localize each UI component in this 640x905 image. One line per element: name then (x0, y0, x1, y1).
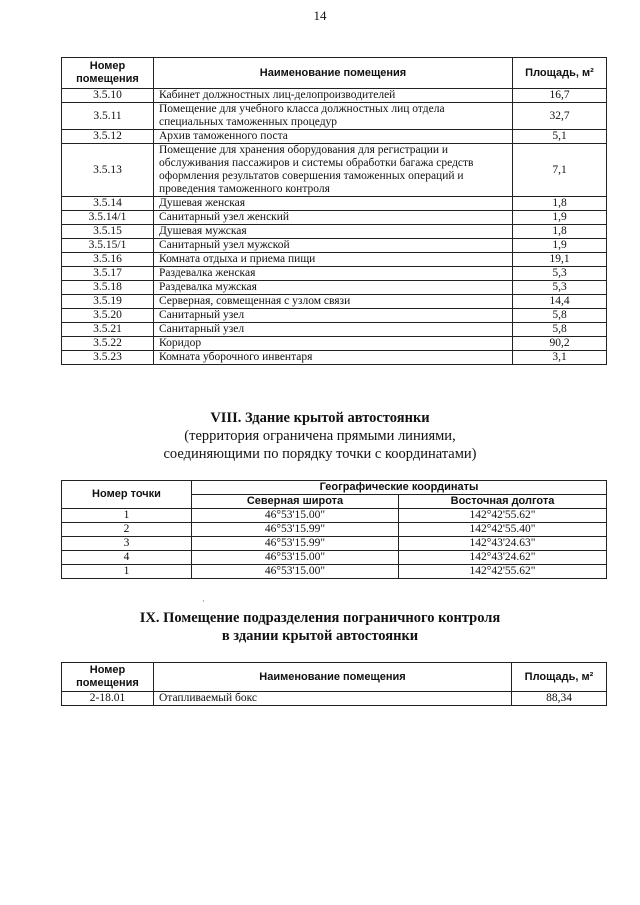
header-longitude: Восточная долгота (399, 495, 607, 509)
room-name: Комната отдыха и приема пищи (154, 253, 513, 267)
room-name: Помещение для учебного класса должностных лиц отдела специальных таможенных процедур (154, 103, 513, 130)
room-number: 3.5.11 (62, 103, 154, 130)
longitude: 142°42'55.40" (399, 523, 607, 537)
box-area: 88,34 (512, 692, 607, 706)
room-name: Архив таможенного поста (154, 130, 513, 144)
table-row (62, 89, 607, 103)
room-name: Кабинет должностных лиц-делопроизводителей (154, 89, 513, 103)
table-row (62, 537, 607, 551)
table-row (62, 523, 607, 537)
section-8-heading (0, 409, 640, 463)
section-9-heading (0, 609, 640, 645)
room-area: 16,7 (513, 89, 607, 103)
box-table-body (62, 692, 607, 706)
table-row (62, 509, 607, 523)
section-9-title-line-1: IX. Помещение подразделения пограничного контроля (139, 610, 501, 626)
rooms-table-header (62, 58, 607, 89)
table-row (62, 239, 607, 253)
page-number: 14 (313, 8, 327, 23)
room-name: Серверная, совмещенная с узлом связи (154, 295, 513, 309)
room-name: Душевая женская (154, 197, 513, 211)
box-name: Отапливаемый бокс (154, 692, 512, 706)
room-area: 5,1 (513, 130, 607, 144)
room-area: 1,8 (513, 225, 607, 239)
box-number: 2-18.01 (62, 692, 154, 706)
coordinates-table-body (62, 509, 607, 579)
room-area: 5,8 (513, 309, 607, 323)
room-number: 3.5.21 (62, 323, 154, 337)
room-number: 3.5.20 (62, 309, 154, 323)
room-name: Комната уборочного инвентаря (154, 351, 513, 365)
longitude: 142°43'24.62" (399, 551, 607, 565)
longitude: 142°42'55.62" (399, 565, 607, 579)
room-number: 3.5.23 (62, 351, 154, 365)
room-number: 3.5.14/1 (62, 211, 154, 225)
room-area: 7,1 (513, 144, 607, 197)
room-area: 14,4 (513, 295, 607, 309)
room-number: 3.5.10 (62, 89, 154, 103)
latitude: 46°53'15.99" (192, 537, 399, 551)
room-name: Помещение для хранения оборудования для регистрации и обслуживания пассажиров и системы обработки багажа средств оформления результатов совершения таможенных операций и проведения таможенного контроля (154, 144, 513, 197)
section-8-subtitle-line-1: (территория ограничена прямыми линиями, (184, 428, 456, 444)
room-name: Раздевалка мужская (154, 281, 513, 295)
section-8-subtitle-line-2: соединяющими по порядку точки с координатами) (163, 446, 477, 462)
stray-mark: · (202, 596, 205, 606)
table-row (62, 551, 607, 565)
longitude: 142°42'55.62" (399, 509, 607, 523)
room-area: 5,3 (513, 281, 607, 295)
header-room-name: Наименование помещения (154, 58, 513, 89)
table-row (62, 253, 607, 267)
room-number: 3.5.19 (62, 295, 154, 309)
latitude: 46°53'15.99" (192, 523, 399, 537)
room-number: 3.5.14 (62, 197, 154, 211)
section-9-title-line-2: в здании крытой автостоянки (221, 628, 419, 644)
header-room-number: Номер помещения (62, 58, 154, 89)
room-name: Санитарный узел женский (154, 211, 513, 225)
table-row (62, 323, 607, 337)
table-row (62, 225, 607, 239)
room-number: 3.5.16 (62, 253, 154, 267)
point-number: 1 (62, 565, 192, 579)
header-box-area: Площадь, м² (512, 663, 607, 692)
table-row (62, 211, 607, 225)
box-table-header (62, 663, 607, 692)
point-number: 4 (62, 551, 192, 565)
point-number: 2 (62, 523, 192, 537)
room-number: 3.5.13 (62, 144, 154, 197)
room-number: 3.5.12 (62, 130, 154, 144)
room-name: Санитарный узел мужской (154, 239, 513, 253)
latitude: 46°53'15.00" (192, 509, 399, 523)
table-row (62, 130, 607, 144)
table-row (62, 337, 607, 351)
box-table (61, 662, 607, 706)
table-row (62, 295, 607, 309)
point-number: 3 (62, 537, 192, 551)
header-point-number: Номер точки (62, 481, 192, 509)
room-area: 32,7 (513, 103, 607, 130)
point-number: 1 (62, 509, 192, 523)
table-row (62, 281, 607, 295)
header-room-area: Площадь, м² (513, 58, 607, 89)
latitude: 46°53'15.00" (192, 551, 399, 565)
room-area: 1,9 (513, 239, 607, 253)
header-latitude: Северная широта (192, 495, 399, 509)
table-row (62, 267, 607, 281)
room-number: 3.5.18 (62, 281, 154, 295)
room-name: Раздевалка женская (154, 267, 513, 281)
table-row (62, 692, 607, 706)
rooms-table-body (62, 89, 607, 365)
header-box-name: Наименование помещения (154, 663, 512, 692)
table-row (62, 197, 607, 211)
coordinates-table (61, 480, 607, 579)
coords-header-row-1 (62, 481, 607, 495)
table-row (62, 565, 607, 579)
room-area: 5,8 (513, 323, 607, 337)
room-area: 1,9 (513, 211, 607, 225)
room-number: 3.5.15 (62, 225, 154, 239)
room-name: Душевая мужская (154, 225, 513, 239)
longitude: 142°43'24.63" (399, 537, 607, 551)
table-row (62, 351, 607, 365)
room-name: Санитарный узел (154, 309, 513, 323)
table-row (62, 309, 607, 323)
room-number: 3.5.22 (62, 337, 154, 351)
room-name: Санитарный узел (154, 323, 513, 337)
table-row (62, 103, 607, 130)
room-area: 1,8 (513, 197, 607, 211)
room-area: 5,3 (513, 267, 607, 281)
latitude: 46°53'15.00" (192, 565, 399, 579)
room-number: 3.5.17 (62, 267, 154, 281)
section-8-title: VIII. Здание крытой автостоянки (210, 410, 430, 426)
header-geo-coordinates: Географические координаты (192, 481, 607, 495)
room-area: 3,1 (513, 351, 607, 365)
room-number: 3.5.15/1 (62, 239, 154, 253)
room-area: 90,2 (513, 337, 607, 351)
room-area: 19,1 (513, 253, 607, 267)
table-row (62, 144, 607, 197)
room-name: Коридор (154, 337, 513, 351)
header-box-number: Номер помещения (62, 663, 154, 692)
rooms-table (61, 57, 607, 365)
